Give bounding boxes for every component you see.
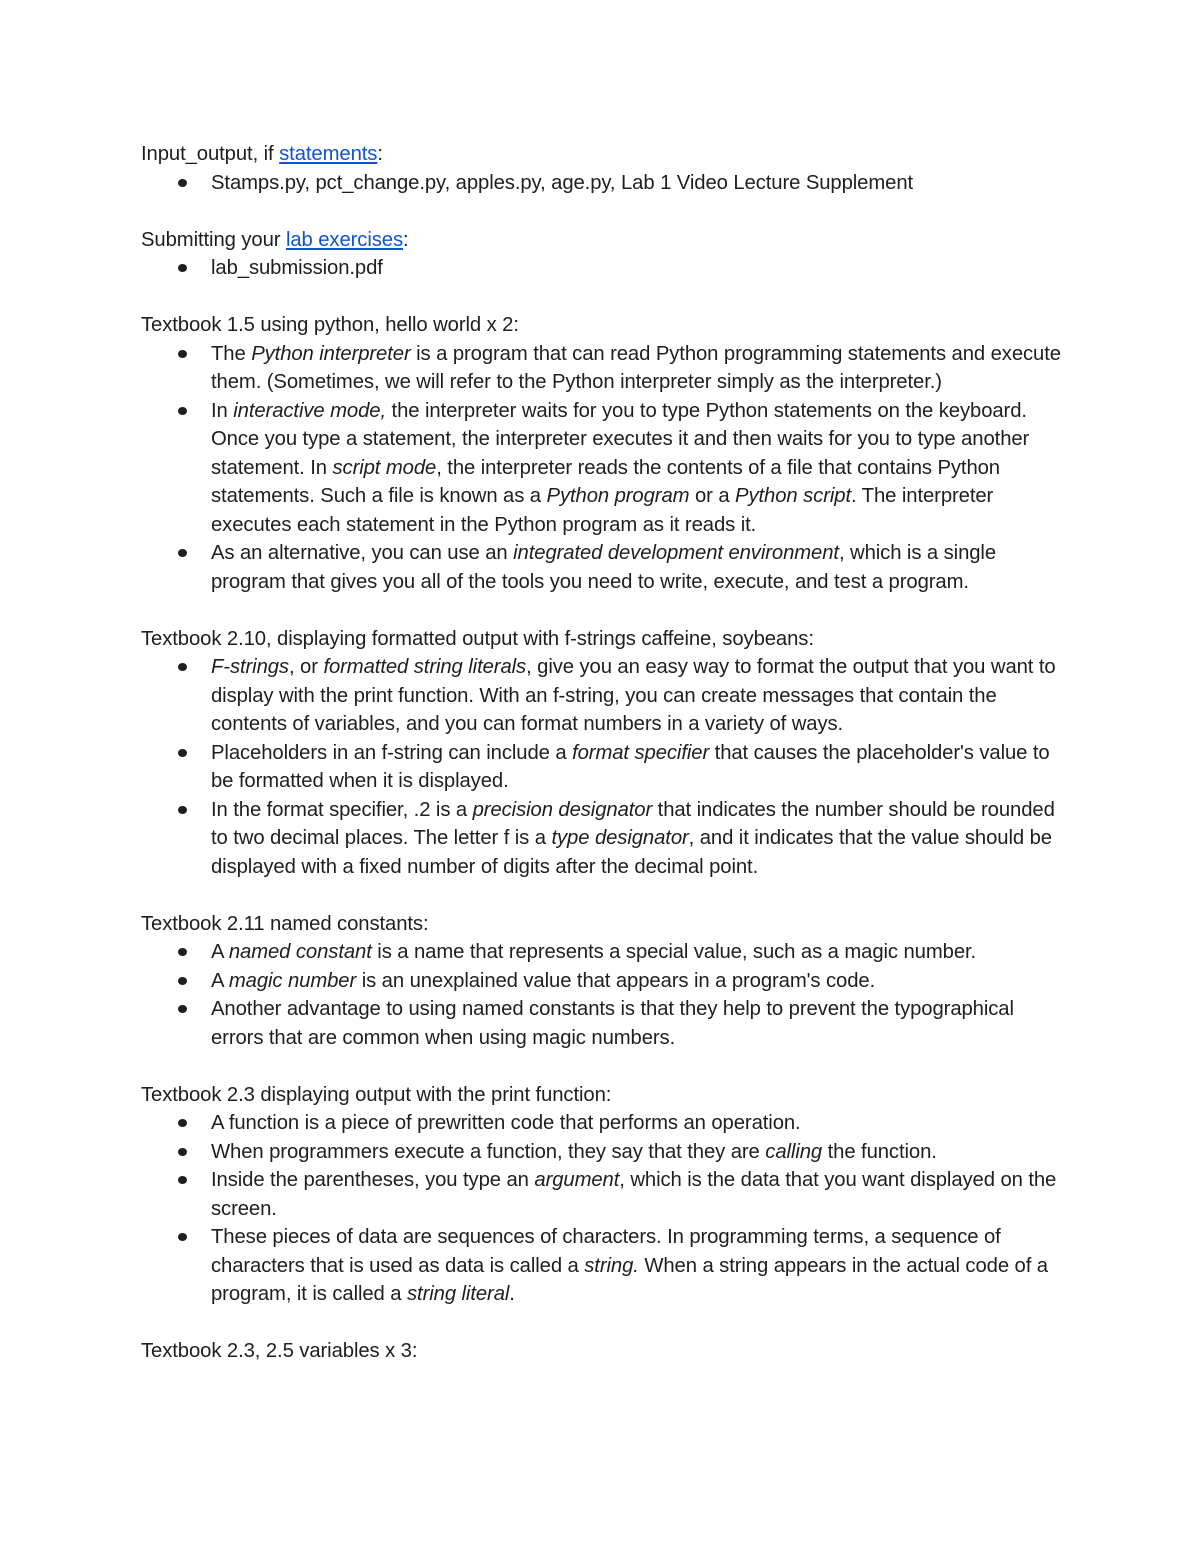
bullet-icon	[178, 350, 187, 358]
bullet-icon	[178, 1005, 187, 1013]
bullet-icon	[178, 1148, 187, 1156]
section-submitting	[141, 226, 1071, 283]
list-item: Stamps.py, pct_change.py, apples.py, age.py, Lab 1 Video Lecture Supplement	[141, 169, 1071, 198]
section-heading: Textbook 1.5 using python, hello world x 2:	[141, 314, 519, 336]
bullet-icon	[178, 1119, 187, 1127]
list-item: A named constant is a name that represents a special value, such as a magic number.	[141, 938, 1071, 967]
list-item: Placeholders in an f-string can include a format specifier that causes the placeholder's value to be formatted when it is displayed.	[141, 739, 1071, 796]
bullet-list	[141, 1109, 1071, 1309]
bullet-icon	[178, 179, 187, 187]
list-item: A magic number is an unexplained value that appears in a program's code.	[141, 967, 1071, 996]
section-heading: Textbook 2.3 displaying output with the print function:	[141, 1083, 612, 1106]
section-textbook-2-10	[141, 625, 1071, 882]
bullet-list	[141, 169, 1071, 198]
lab-exercises-link[interactable]: lab exercises	[285, 228, 404, 251]
list-item: In the format specifier, .2 is a precision designator that indicates the number should be rounded to two decimal places. The letter f is a type designator, and it indicates that the value should be displayed with a fixed number of digits after the decimal point.	[141, 796, 1071, 882]
statements-link[interactable]: statements	[279, 143, 378, 165]
bullet-icon	[178, 977, 187, 985]
list-item: As an alternative, you can use an integrated development environment, which is a single program that gives you all of the tools you need to write, execute, and test a program.	[141, 539, 1071, 596]
section-heading: Submitting your lab exercises:	[141, 228, 409, 251]
bullet-list	[141, 254, 1071, 283]
list-item: The Python interpreter is a program that can read Python programming statements and execute them. (Sometimes, we will refer to the Python interpreter simply as the interpreter.)	[141, 340, 1071, 397]
document-page	[141, 140, 1071, 1394]
list-item: Another advantage to using named constants is that they help to prevent the typographical errors that are common when using magic numbers.	[141, 995, 1071, 1052]
bullet-icon	[178, 264, 187, 272]
bullet-icon	[178, 407, 187, 415]
bullet-icon	[178, 749, 187, 757]
section-textbook-1-5	[141, 311, 1071, 596]
bullet-icon	[178, 1176, 187, 1184]
list-item: lab_submission.pdf	[141, 254, 1071, 283]
section-textbook-2-3	[141, 1081, 1071, 1309]
section-heading: Textbook 2.3, 2.5 variables x 3:	[141, 1340, 418, 1362]
list-item: These pieces of data are sequences of characters. In programming terms, a sequence of characters that is used as data is called a string. When a string appears in the actual code of a program, it is called a string literal.	[141, 1223, 1071, 1309]
bullet-list	[141, 938, 1071, 1052]
bullet-icon	[178, 549, 187, 557]
bullet-list	[141, 340, 1071, 597]
section-heading: Textbook 2.11 named constants:	[141, 912, 429, 935]
list-item: A function is a piece of prewritten code that performs an operation.	[141, 1109, 1071, 1138]
bullet-icon	[178, 806, 187, 814]
section-input-output	[141, 140, 1071, 197]
section-textbook-variables	[141, 1337, 1071, 1366]
bullet-list	[141, 653, 1071, 881]
list-item: Inside the parentheses, you type an argument, which is the data that you want displayed on the screen.	[141, 1166, 1071, 1223]
bullet-icon	[178, 948, 187, 956]
list-item: F-strings, or formatted string literals, give you an easy way to format the output that you want to display with the print function. With an f-string, you can create messages that contain the contents of variables, and you can format numbers in a variety of ways.	[141, 653, 1071, 739]
section-textbook-2-11	[141, 910, 1071, 1053]
list-item: When programmers execute a function, they say that they are calling the function.	[141, 1138, 1071, 1167]
bullet-icon	[178, 663, 187, 671]
section-heading: Input_output, if statements:	[141, 143, 383, 165]
list-item: In interactive mode, the interpreter waits for you to type Python statements on the keyboard. Once you type a statement, the interpreter executes it and then waits for you to type another statement. In script mode, the interpreter reads the contents of a file that contains Python statements. Such a file is known as a Python program or a Python script. The interpreter executes each statement in the Python program as it reads it.	[141, 397, 1071, 540]
bullet-icon	[178, 1233, 187, 1241]
section-heading: Textbook 2.10, displaying formatted output with f-strings caffeine, soybeans:	[141, 627, 814, 650]
